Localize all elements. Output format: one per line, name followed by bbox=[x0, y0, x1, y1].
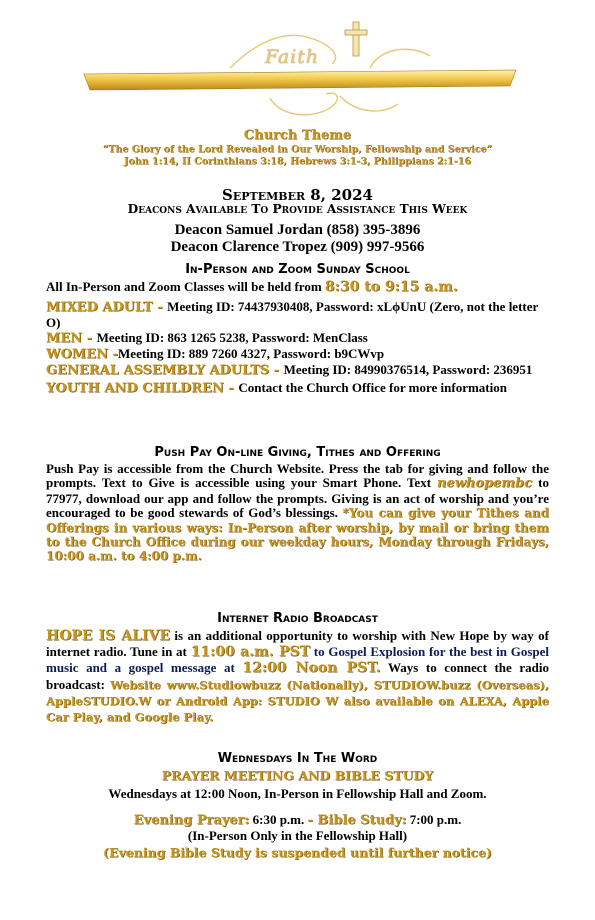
women-info: Meeting ID: 889 7260 4327, Password: b9CWvp bbox=[118, 346, 385, 361]
mixed-adult-info: Meeting ID: 74437930408, Password: xLϕUnU (Zero, not the letter O) bbox=[46, 299, 539, 330]
push-pay-text-1: Push Pay is accessible from the Church Website. Press the tab for giving and follow the prompts. Text to Give is accessible using your Smart Phone. Text bbox=[46, 461, 549, 491]
classes-time: 8:30 to 9:15 a.m. bbox=[324, 279, 458, 295]
radio-time-1: 11:00 a.m. PST bbox=[190, 644, 311, 661]
hope-is-alive: HOPE IS ALIVE bbox=[46, 628, 171, 644]
faith-banner-logo bbox=[80, 8, 520, 128]
men-label: MEN - bbox=[46, 331, 97, 346]
evening-prayer-label: Evening Prayer: bbox=[133, 813, 250, 828]
internet-radio-heading: Internet Radio Broadcast bbox=[217, 611, 378, 626]
bulletin-date: September 8, 2024 bbox=[222, 186, 373, 204]
deacons-heading: Deacons Available To Provide Assistance This Week bbox=[127, 202, 468, 216]
men-info: Meeting ID: 863 1265 5238, Password: MenClass bbox=[96, 330, 368, 345]
mixed-adult-class bbox=[46, 299, 549, 330]
church-theme-quote bbox=[46, 144, 549, 168]
women-label: WOMEN - bbox=[46, 347, 119, 362]
suspended-note: (Evening Bible Study is suspended until further notice) bbox=[103, 845, 492, 860]
radio-text-1: is an additional opportunity to worship with New Hope by way of internet radio. Tune in at bbox=[46, 628, 549, 660]
general-assembly-info: Meeting ID: 84990376514, Password: 236951 bbox=[283, 362, 533, 377]
bible-study-label: Bible Study: bbox=[317, 813, 407, 828]
internet-radio-paragraph bbox=[46, 628, 549, 725]
radio-text-2: to Gospel Explosion for the best in Gospel music and a gospel message at bbox=[46, 644, 550, 676]
fellowship-hall-note: (In-Person Only in the Fellowship Hall) bbox=[187, 828, 408, 843]
deacon-1: Deacon Samuel Jordan (858) 395-3896 bbox=[174, 222, 421, 238]
general-assembly-label: GENERAL ASSEMBLY ADULTS - bbox=[46, 363, 284, 378]
evening-schedule bbox=[46, 812, 549, 828]
men-class bbox=[46, 330, 549, 346]
sunday-school-classes bbox=[46, 279, 549, 396]
push-pay-paragraph bbox=[46, 462, 549, 564]
evening-prayer-time: 6:30 p.m. bbox=[249, 812, 308, 827]
push-pay-heading: Push Pay On-line Giving, Tithes and Offering bbox=[154, 445, 441, 460]
youth-class bbox=[46, 380, 549, 396]
women-class bbox=[46, 346, 549, 362]
youth-info: Contact the Church Office for more information bbox=[238, 380, 507, 395]
bible-study-time: 7:00 p.m. bbox=[406, 812, 462, 827]
wednesday-noon-line: Wednesdays at 12:00 Noon, In-Person in Fellowship Hall and Zoom. bbox=[108, 786, 487, 801]
giving-options-text: *You can give your Tithes and Offerings in various ways: In-Person after worship, by mail or bring them to the Church Office during our weekday hours, Monday through Fridays, 10:00 a.m. to 4:00 p.m. bbox=[46, 506, 549, 564]
logo-faith-text: Faith bbox=[265, 46, 320, 68]
classes-intro: All In-Person and Zoom Classes will be held from bbox=[46, 279, 325, 294]
cross-icon bbox=[345, 22, 367, 56]
church-theme-title: Church Theme bbox=[243, 128, 352, 143]
mixed-adult-label: MIXED ADULT - bbox=[46, 300, 168, 315]
prayer-meeting-subheading: PRAYER MEETING AND BIBLE STUDY bbox=[161, 768, 434, 783]
radio-time-2: 12:00 Noon PST. bbox=[242, 660, 381, 677]
general-assembly-class bbox=[46, 362, 549, 378]
radio-text-3: Ways to connect the radio broadcast: bbox=[46, 660, 549, 692]
radio-ways: Website www.Studiowbuzz (Nationally), STUDIOW.buzz (Overseas), AppleSTUDIO.W or Android App: STUDIO W also available on ALEXA, Apple Car Play, and Google Play. bbox=[46, 677, 550, 725]
youth-label: YOUTH AND CHILDREN - bbox=[46, 381, 239, 396]
theme-quote: “The Glory of the Lord Revealed in Our Worship, Fellowship and Service” bbox=[102, 144, 493, 155]
deacon-2: Deacon Clarence Tropez (909) 997-9566 bbox=[170, 239, 425, 255]
schedule-dash: - bbox=[307, 813, 318, 828]
theme-references: John 1:14, II Corinthians 3:18, Hebrews 3:1-3, Philippians 2:1-16 bbox=[124, 156, 471, 167]
classes-time-line bbox=[46, 279, 549, 295]
wednesdays-heading: Wednesdays In The Word bbox=[217, 751, 378, 766]
push-pay-text-2: to 77977, download our app and follow the prompts. Giving is an act of worship and you’re encouraged to be good stewards of God’s blessings. bbox=[46, 475, 549, 521]
sunday-school-heading: In-Person and Zoom Sunday School bbox=[185, 262, 410, 277]
text-keyword: newhopembc bbox=[437, 476, 533, 492]
